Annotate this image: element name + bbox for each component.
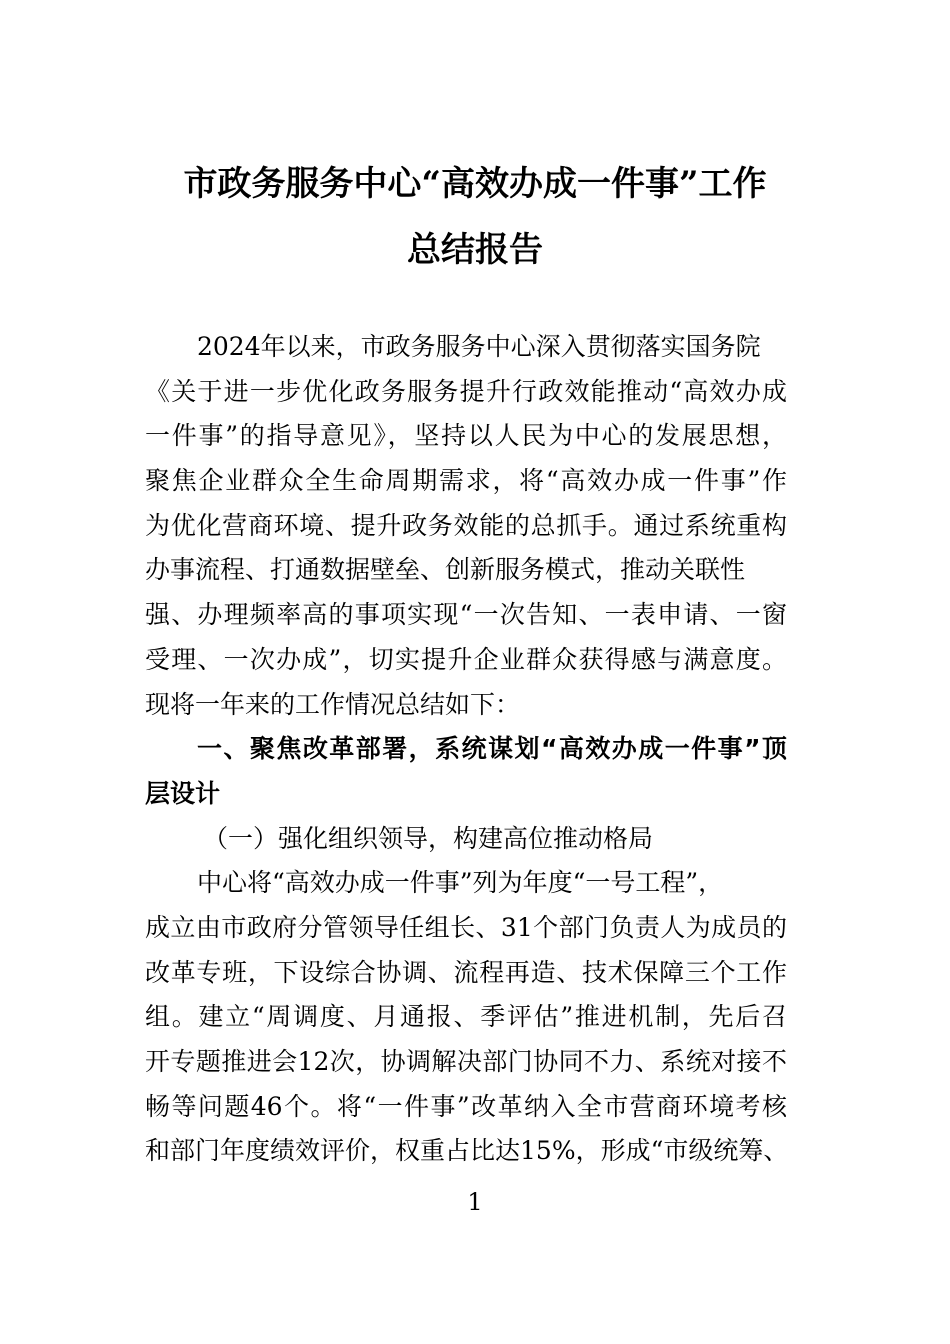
section-heading-line: 一、聚焦改革部署，系统谋划“高效办成一件事”顶 (197, 734, 787, 764)
paragraph-line: 为优化营商环境、提升政务效能的总抓手。通过系统重构 (145, 510, 787, 540)
paragraph-line: 受理、一次办成”，切实提升企业群众获得感与满意度。 (145, 644, 787, 674)
paragraph-line: 成立由市政府分管领导任组长、31个部门负责人为成员的 (145, 912, 787, 942)
paragraph-line: 2024年以来，市政务服务中心深入贯彻落实国务院 (197, 332, 761, 361)
page-number: 1 (467, 1188, 483, 1216)
paragraph-line: 现将一年来的工作情况总结如下： (145, 689, 521, 719)
paragraph-line: 改革专班，下设综合协调、流程再造、技术保障三个工作 (145, 957, 787, 987)
paragraph-line: 开专题推进会12次，协调解决部门协同不力、系统对接不 (145, 1047, 787, 1076)
paragraph-line: 中心将“高效办成一件事”列为年度“一号工程”， (197, 868, 724, 898)
paragraph-line: 强、办理频率高的事项实现“一次告知、一表申请、一窗 (145, 600, 787, 630)
document-title-line-2: 总结报告 (407, 230, 543, 270)
section-heading-line: 层设计 (145, 778, 221, 808)
paragraph-line: 畅等问题46个。将“一件事”改革纳入全市营商环境考核 (145, 1091, 787, 1121)
paragraph-line: 和部门年度绩效评价，权重占比达15%，形成“市级统筹、 (145, 1136, 789, 1166)
document-body (145, 325, 787, 1174)
paragraph-line: 组。建立“周调度、月通报、季评估”推进机制，先后召 (145, 1002, 787, 1032)
paragraph-line: 《关于进一步优化政务服务提升行政效能推动“高效办成 (145, 376, 787, 406)
subsection-heading: （一）强化组织领导，构建高位推动格局 (203, 823, 654, 853)
document-title-line-1: 市政务服务中心“高效办成一件事”工作 (183, 164, 767, 204)
paragraph-line: 一件事”的指导意见》，坚持以人民为中心的发展思想， (145, 421, 787, 451)
paragraph-line: 聚焦企业群众全生命周期需求，将“高效办成一件事”作 (145, 466, 787, 496)
paragraph-line: 办事流程、打通数据壁垒、创新服务模式，推动关联性 (145, 555, 746, 585)
